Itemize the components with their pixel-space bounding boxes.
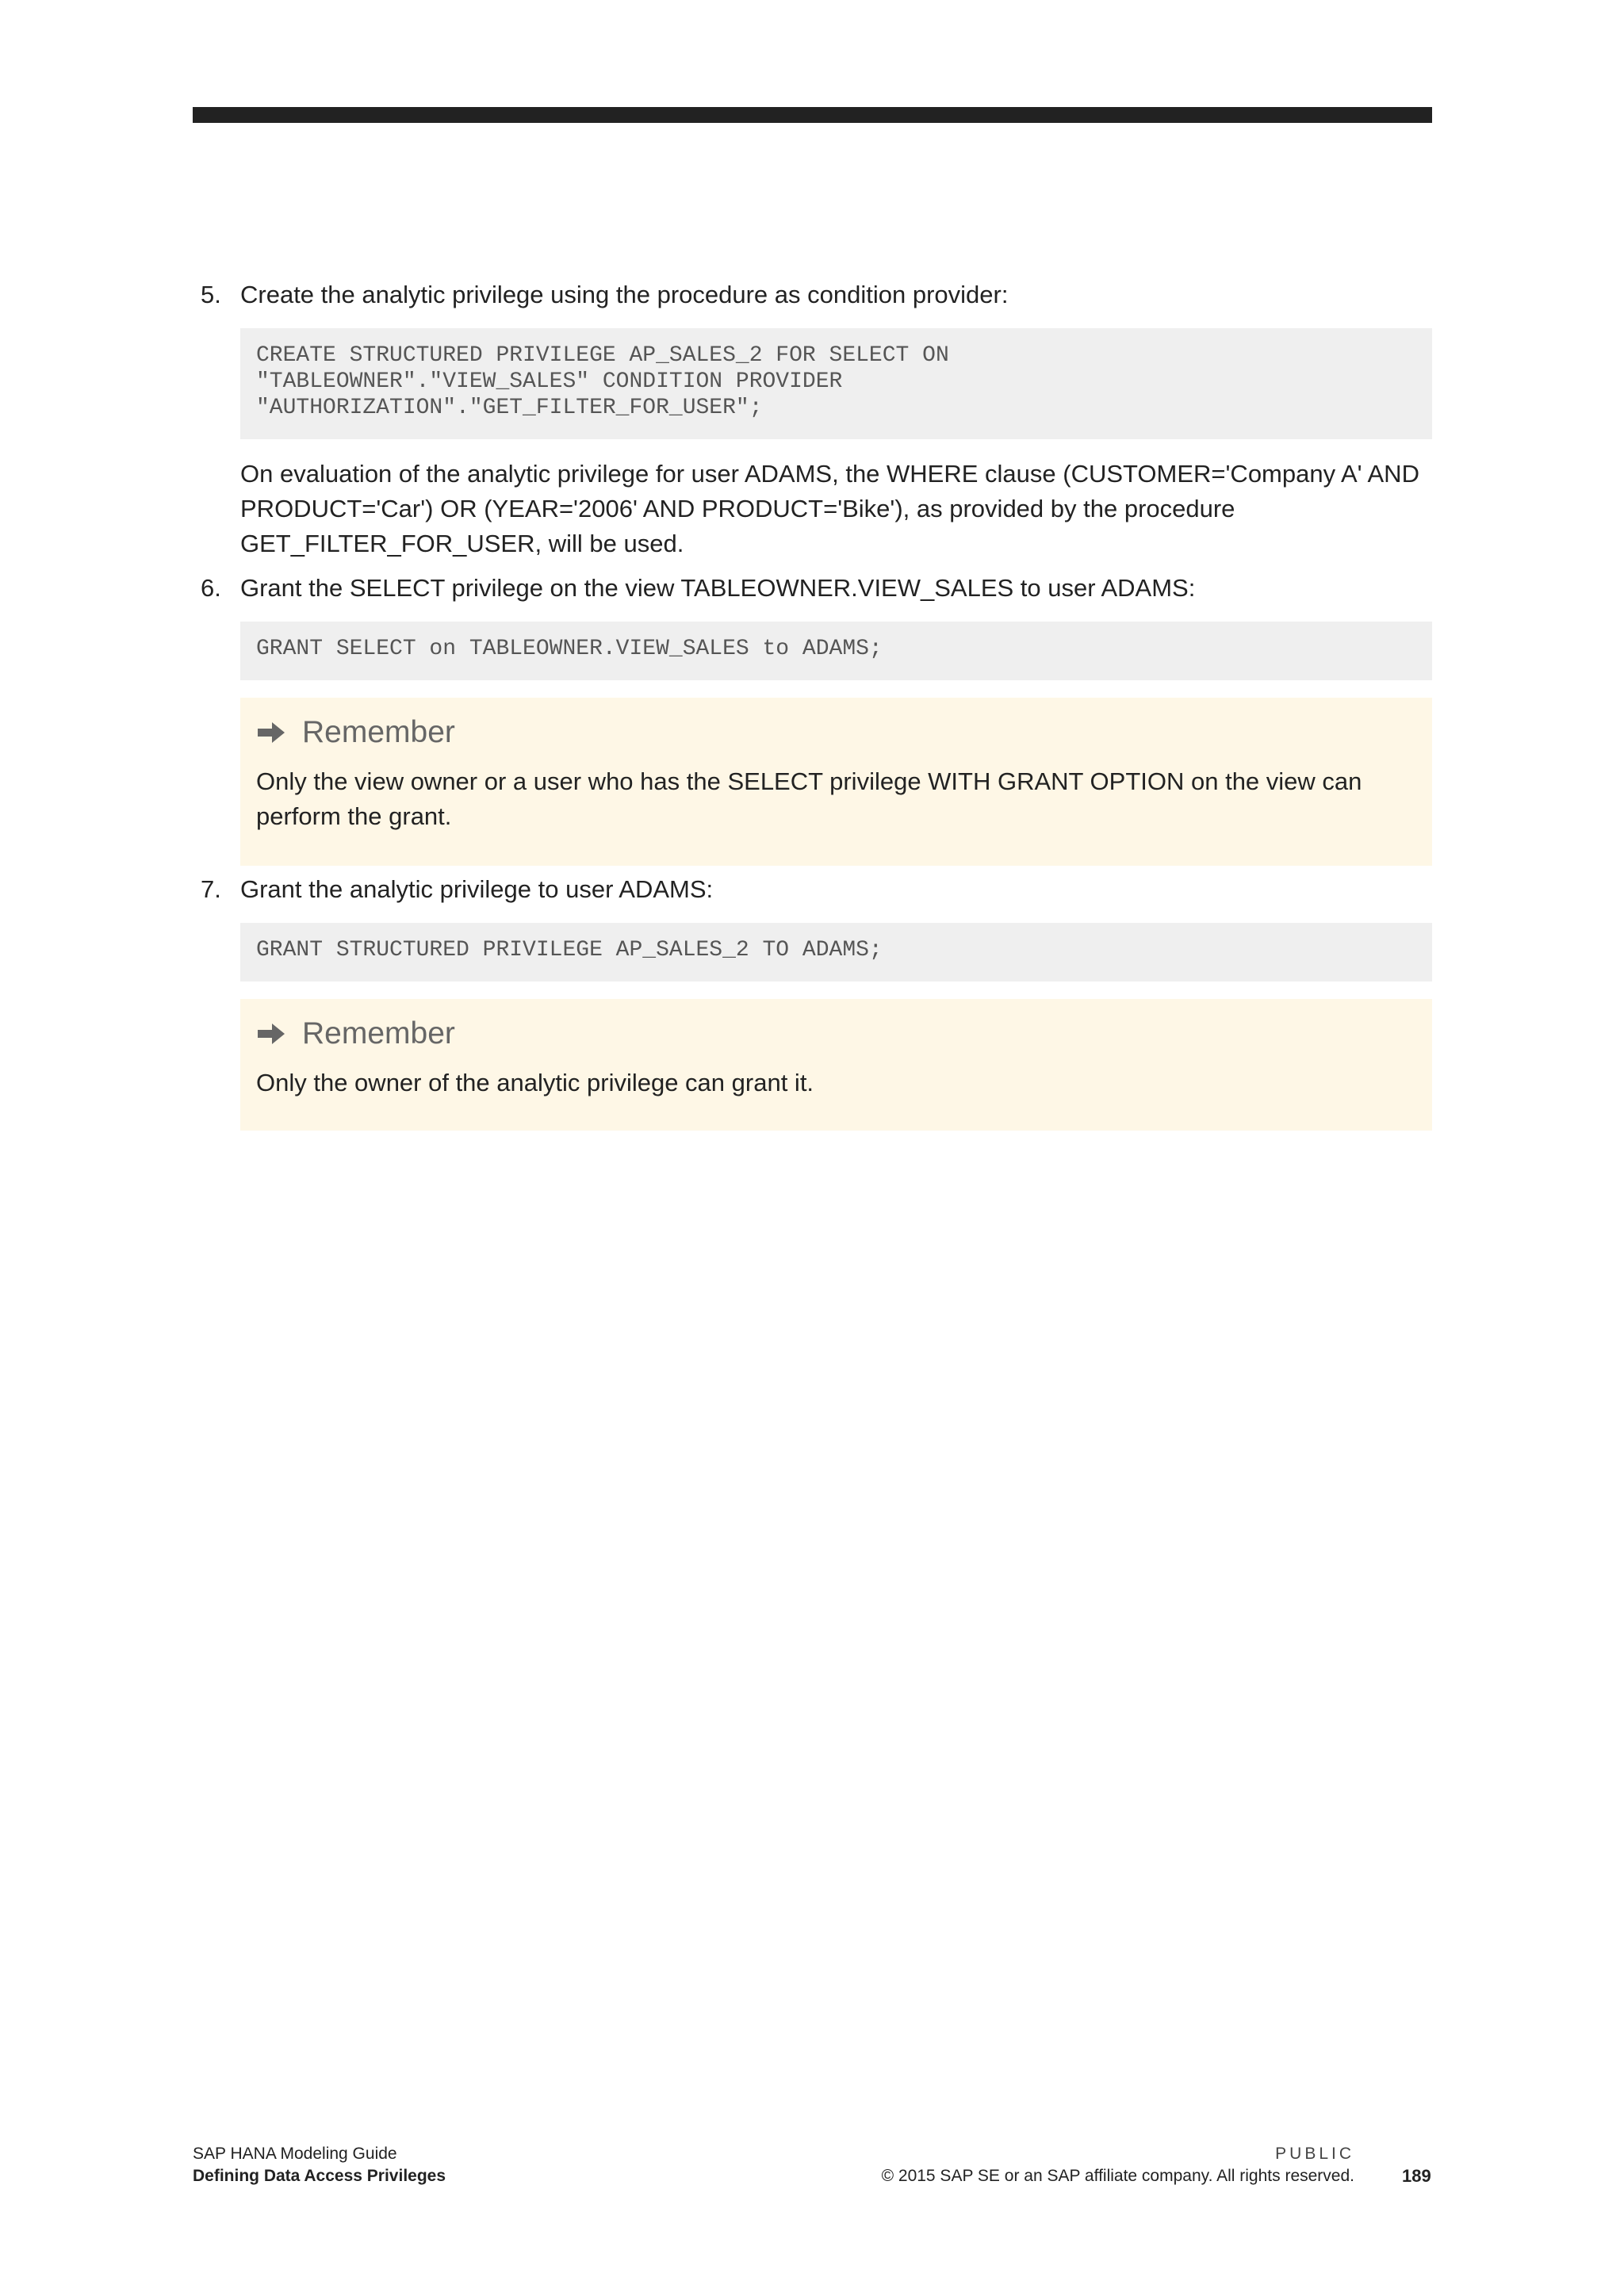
note-header bbox=[256, 712, 1416, 753]
note-title: Remember bbox=[302, 1016, 455, 1050]
footer-classification: PUBLIC bbox=[1275, 2145, 1354, 2163]
remember-note bbox=[240, 698, 1432, 866]
step-5 bbox=[193, 277, 1432, 312]
note-body: Only the owner of the analytic privilege can grant it. bbox=[256, 1069, 814, 1096]
step-7 bbox=[193, 872, 1432, 907]
step-number: 5. bbox=[201, 281, 221, 308]
note-body: Only the view owner or a user who has the SELECT privilege WITH GRANT OPTION on the view can perform the grant. bbox=[256, 767, 1362, 830]
note-header bbox=[256, 1013, 1416, 1054]
footer-doc-title: SAP HANA Modeling Guide bbox=[193, 2145, 397, 2163]
page-number: 189 bbox=[1402, 2166, 1431, 2186]
arrow-right-icon bbox=[256, 721, 286, 744]
code-block-grant-select: GRANT SELECT on TABLEOWNER.VIEW_SALES to ADAMS; bbox=[240, 622, 1432, 680]
step-instruction: Create the analytic privilege using the procedure as condition provider: bbox=[240, 281, 1009, 308]
note-title: Remember bbox=[302, 715, 455, 749]
footer-left bbox=[193, 2143, 446, 2187]
footer-section: Defining Data Access Privileges bbox=[193, 2167, 446, 2185]
step-number: 6. bbox=[201, 574, 221, 602]
arrow-right-icon bbox=[256, 1022, 286, 1046]
step-instruction: Grant the analytic privilege to user ADAMS: bbox=[240, 875, 714, 903]
step-instruction: Grant the SELECT privilege on the view TABLEOWNER.VIEW_SALES to user ADAMS: bbox=[240, 574, 1196, 602]
step-number: 7. bbox=[201, 875, 221, 903]
remember-note bbox=[240, 999, 1432, 1131]
step-6 bbox=[193, 571, 1432, 606]
header-rule bbox=[193, 107, 1432, 123]
code-block-grant-structured: GRANT STRUCTURED PRIVILEGE AP_SALES_2 TO ADAMS; bbox=[240, 923, 1432, 982]
footer-copyright: © 2015 SAP SE or an SAP affiliate company. All rights reserved. bbox=[881, 2167, 1354, 2185]
code-block-create-privilege: CREATE STRUCTURED PRIVILEGE AP_SALES_2 FOR SELECT ON "TABLEOWNER"."VIEW_SALES" CONDITION PROVIDER "AUTHORIZATION"."GET_FILTER_FOR_USER"; bbox=[240, 328, 1432, 439]
step-explanation: On evaluation of the analytic privilege for user ADAMS, the WHERE clause (CUSTOMER='Company A' AND PRODUCT='Car') OR (YEAR='2006' AND PRODUCT='Bike'), as provided by the procedure GET_FILTER_FOR_USER, will be used. bbox=[240, 460, 1419, 557]
footer-right bbox=[882, 2143, 1354, 2187]
